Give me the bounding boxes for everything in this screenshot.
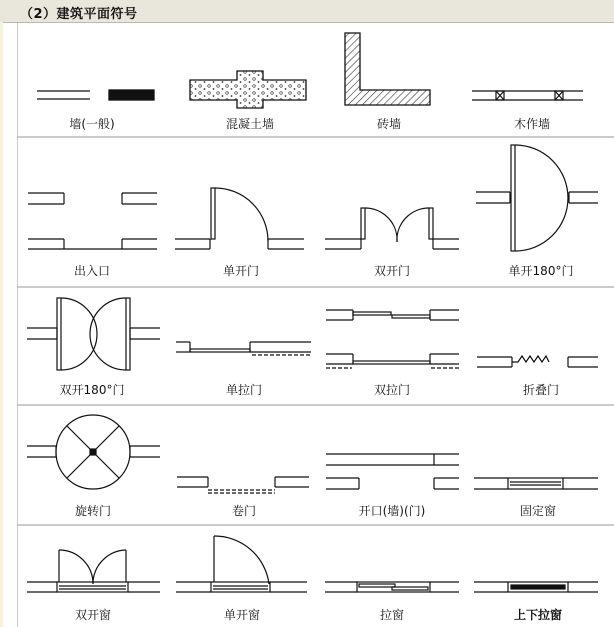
symbol-concrete-wall	[190, 71, 306, 108]
symbol-wall-opening	[326, 454, 459, 489]
label-folding-door: 折叠门	[522, 383, 560, 397]
label-concrete-wall: 混凝土墙	[225, 117, 275, 131]
symbol-wall-general	[37, 90, 154, 100]
symbol-double-door-180	[27, 298, 160, 370]
label-sash-window: 上下拉窗	[513, 608, 563, 622]
left-accent-bar	[0, 22, 3, 627]
symbol-revolving-door	[27, 415, 160, 489]
symbol-table	[17, 22, 614, 627]
symbol-entrance	[28, 193, 157, 249]
symbol-brick-wall	[345, 33, 430, 105]
label-entrance: 出入口	[73, 264, 111, 278]
symbol-double-sliding-door	[326, 310, 459, 368]
section-header	[0, 0, 614, 23]
label-wood-wall: 木作墙	[513, 117, 551, 131]
symbol-sliding-door	[176, 342, 311, 355]
symbol-rolling-door	[177, 477, 309, 493]
label-single-door-180: 单开180°门	[508, 264, 574, 278]
symbol-single-door	[175, 188, 304, 249]
symbol-fixed-window	[474, 478, 598, 489]
table-grid	[17, 22, 614, 627]
symbol-double-door	[325, 208, 459, 249]
label-double-door: 双开门	[373, 264, 411, 278]
label-wall-general: 墙(一般)	[69, 117, 115, 131]
label-sliding-door: 单拉门	[225, 383, 263, 397]
label-single-casement-window: 单开窗	[223, 608, 261, 622]
label-wall-opening: 开口(墙)(门)	[358, 504, 426, 518]
symbol-sliding-window	[325, 582, 459, 592]
section-title: （2）建筑平面符号	[20, 7, 138, 22]
symbol-sash-window	[474, 582, 598, 592]
label-double-door-180: 双开180°门	[59, 383, 125, 397]
label-rolling-door: 卷门	[231, 504, 257, 518]
label-double-casement-window: 双开窗	[74, 608, 112, 622]
symbol-wood-wall	[472, 91, 583, 100]
label-sliding-window: 拉窗	[379, 608, 405, 622]
symbol-folding-door	[477, 356, 598, 367]
label-single-door: 单开门	[222, 264, 260, 278]
symbol-double-casement-window	[27, 550, 160, 592]
label-revolving-door: 旋转门	[74, 504, 112, 518]
label-double-sliding-door: 双拉门	[373, 383, 411, 397]
label-brick-wall: 砖墙	[376, 117, 402, 131]
label-fixed-window: 固定窗	[519, 504, 557, 518]
symbol-single-door-180	[476, 145, 598, 251]
symbol-single-casement-window	[176, 536, 307, 592]
